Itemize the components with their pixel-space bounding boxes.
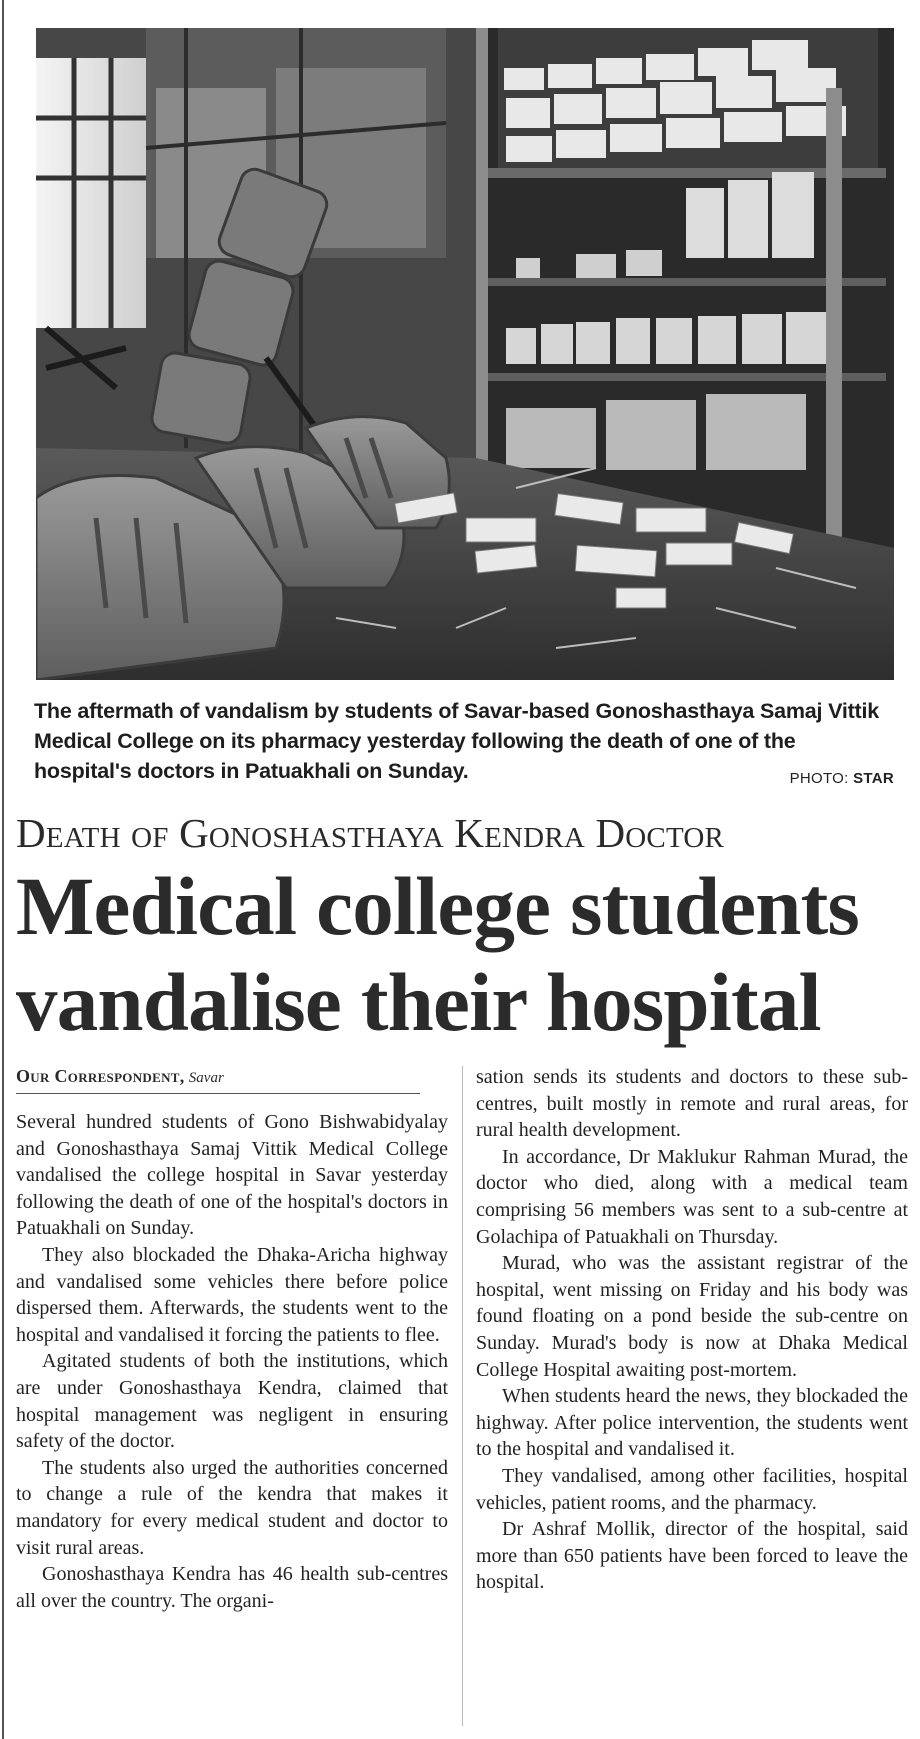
article-paragraph: Several hundred students of Gono Bishwabidyalay and Gonoshasthaya Samaj Vittik Medical College vandalised the college hospital in Savar yesterday following the death of one of the hospital's doctors in Patuakhali on Sunday. — [16, 1111, 448, 1240]
article-paragraph: The students also urged the authorities concerned to change a rule of the kendra that makes it mandatory for every medical student and doctor to visit rural areas. — [16, 1456, 448, 1559]
article-paragraph: When students heard the news, they blockaded the highway. After police intervention, the students went to the hospital and vandalised it. — [476, 1385, 908, 1461]
article-paragraph: In accordance, Dr Maklukur Rahman Murad, the doctor who died, along with a medical team comprising 56 members was sent to a sub-centre at Golachipa of Patuakhali on Thursday. — [476, 1145, 908, 1248]
photo-credit — [790, 770, 894, 787]
article-paragraph: They vandalised, among other facilities, hospital vehicles, patient rooms, and the pharmacy. — [476, 1464, 908, 1514]
page-left-rule — [2, 0, 4, 1739]
column-divider — [462, 1066, 463, 1726]
article-paragraph: They also blockaded the Dhaka-Aricha highway and vandalised some vehicles there before police dispersed them. Afterwards, the students went to the hospital and vandalised it forcing the patients to flee. — [16, 1243, 448, 1346]
news-photo — [36, 28, 894, 680]
article-headline: Medical college students vandalise their hospital — [16, 860, 859, 1048]
article-kicker: Death of Gonoshasthaya Kendra Doctor — [16, 810, 725, 856]
byline-location: Savar — [188, 1070, 224, 1086]
article-paragraph: Murad, who was the assistant registrar of the hospital, went missing on Friday and his body was found floating on a pond beside the sub-centre on Sunday. Murad's body is now at Dhaka Medical College Hospital awaiting post-mortem. — [476, 1252, 908, 1381]
photo-caption: The aftermath of vandalism by students of Savar-based Gonoshasthaya Samaj Vittik Medical College on its pharmacy yesterday following the death of one of the hospital's doctors in Patuakhali on Sunday. — [34, 699, 880, 783]
photo-credit-label: PHOTO: — [789, 770, 854, 787]
photo-credit-source: STAR — [853, 770, 894, 787]
article-paragraph: Agitated students of both the institutions, which are under Gonoshasthaya Kendra, claimed that hospital management was negligent in ensuring safety of the doctor. — [16, 1350, 448, 1453]
article-paragraph: Gonoshasthaya Kendra has 46 health sub-centres all over the country. The organi- — [16, 1563, 448, 1612]
article-column-1 — [16, 1109, 448, 1614]
article-byline — [16, 1066, 420, 1094]
article-column-2 — [476, 1064, 908, 1596]
article-paragraph-continued: sation sends its students and doctors to these sub-centres, built mostly in remote and rural areas, for rural health development. — [476, 1066, 908, 1142]
byline-author: Our Correspondent, — [16, 1066, 185, 1086]
article-paragraph: Dr Ashraf Mollik, director of the hospital, said more than 650 patients have been forced to leave the hospital. — [476, 1518, 908, 1594]
